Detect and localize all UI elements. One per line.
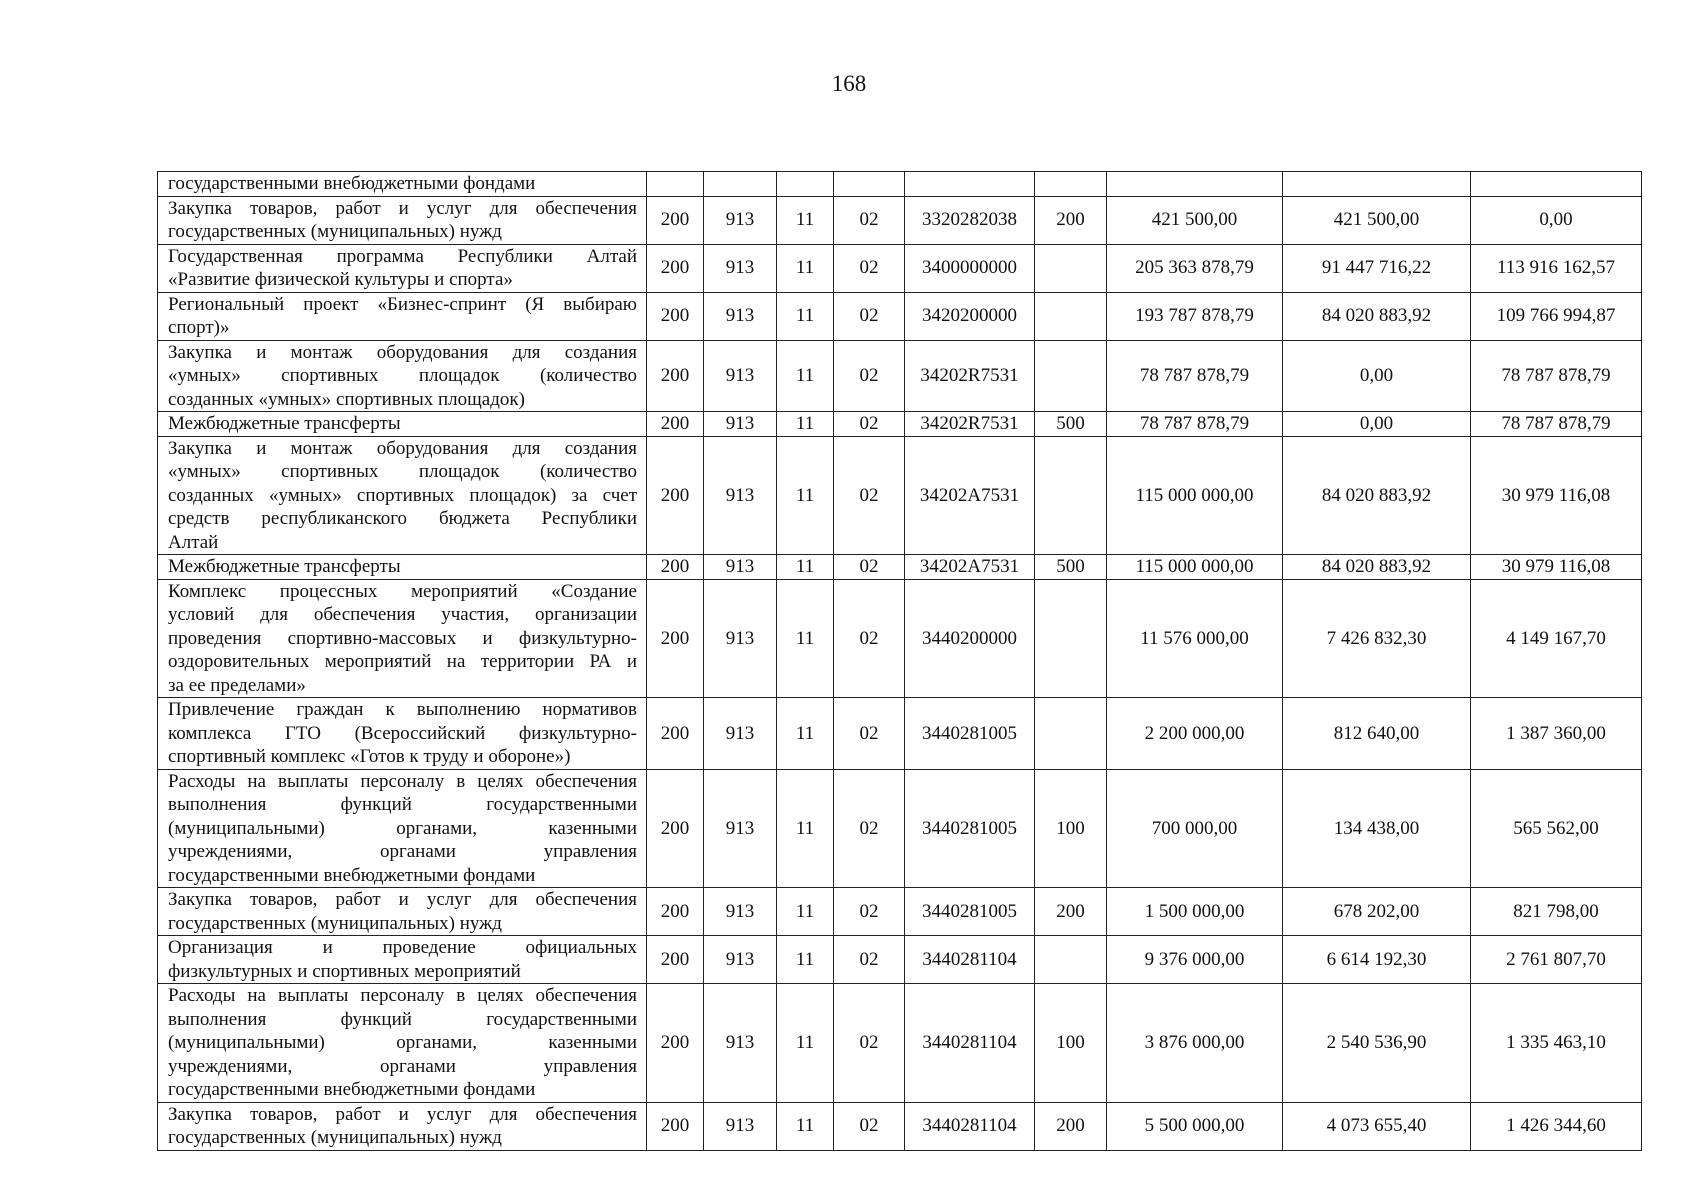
department-code-cell: 913	[704, 888, 777, 936]
description-line: «Развитие физической культуры и спорта»	[168, 269, 513, 290]
department-code-cell: 913	[704, 555, 777, 580]
description-line: средств республиканского бюджета Республики	[168, 508, 637, 529]
executed-amount-cell: 7 426 832,30	[1283, 579, 1471, 698]
remainder-amount-cell: 1 387 360,00	[1471, 698, 1642, 770]
subsection-cell: 02	[834, 936, 905, 984]
description-cell	[158, 698, 647, 770]
description-line: спорт)»	[168, 317, 230, 338]
remainder-amount-cell: 1 426 344,60	[1471, 1102, 1642, 1150]
section-cell: 11	[777, 436, 834, 555]
table-row	[158, 579, 1642, 698]
expense-type-cell	[1035, 244, 1107, 292]
description-cell	[158, 936, 647, 984]
subsection-cell: 02	[834, 888, 905, 936]
expense-type-cell: 500	[1035, 412, 1107, 437]
target-article-cell: 3320282038	[905, 196, 1035, 244]
budget-table	[157, 171, 1642, 1151]
remainder-amount-cell: 565 562,00	[1471, 769, 1642, 888]
target-article-cell	[905, 172, 1035, 197]
description-line: государственных (муниципальных) нужд	[168, 221, 502, 242]
description-line: Расходы на выплаты персоналу в целях обеспечения	[168, 770, 637, 792]
expense-type-cell: 200	[1035, 888, 1107, 936]
description-line: проведения спортивно-массовых и физкультурно-	[168, 627, 637, 649]
description-line: (муниципальными) органами, казенными	[168, 1032, 637, 1053]
section-cell: 11	[777, 412, 834, 437]
remainder-amount-cell: 30 979 116,08	[1471, 436, 1642, 555]
section-cell: 11	[777, 196, 834, 244]
description-line: за ее пределами»	[168, 674, 306, 696]
executed-amount-cell: 4 073 655,40	[1283, 1102, 1471, 1150]
target-article-cell: 3440281005	[905, 698, 1035, 770]
target-article-cell: 34202R7531	[905, 412, 1035, 437]
remainder-amount-cell: 78 787 878,79	[1471, 412, 1642, 437]
remainder-amount-cell: 0,00	[1471, 196, 1642, 244]
target-article-cell: 34202A7531	[905, 436, 1035, 555]
table-row	[158, 888, 1642, 936]
description-line: комплекса ГТО (Всероссийский физкультурно-	[168, 722, 637, 744]
section-cell: 11	[777, 244, 834, 292]
subsection-cell: 02	[834, 579, 905, 698]
description-cell	[158, 555, 647, 580]
table-row	[158, 698, 1642, 770]
table-row	[158, 555, 1642, 580]
ministry-code-cell: 200	[647, 579, 704, 698]
description-line: созданных «умных» спортивных площадок) за счет	[168, 484, 637, 506]
description-cell	[158, 244, 647, 292]
executed-amount-cell: 0,00	[1283, 340, 1471, 412]
subsection-cell: 02	[834, 292, 905, 340]
target-article-cell: 3440281005	[905, 888, 1035, 936]
department-code-cell: 913	[704, 196, 777, 244]
department-code-cell: 913	[704, 292, 777, 340]
description-cell	[158, 1102, 647, 1150]
plan-amount-cell	[1107, 172, 1283, 197]
expense-type-cell: 200	[1035, 196, 1107, 244]
description-line: Закупка товаров, работ и услуг для обеспечения	[168, 1103, 637, 1125]
description-line: государственными внебюджетными фондами	[168, 1079, 536, 1100]
department-code-cell: 913	[704, 769, 777, 888]
target-article-cell: 3420200000	[905, 292, 1035, 340]
description-line: Расходы на выплаты персоналу в целях обеспечения	[168, 985, 637, 1006]
table-row	[158, 769, 1642, 888]
description-line: Закупка товаров, работ и услуг для обеспечения	[168, 197, 637, 219]
department-code-cell	[704, 172, 777, 197]
plan-amount-cell: 205 363 878,79	[1107, 244, 1283, 292]
expense-type-cell: 500	[1035, 555, 1107, 580]
department-code-cell: 913	[704, 984, 777, 1103]
department-code-cell: 913	[704, 340, 777, 412]
description-line: «умных» спортивных площадок (количество	[168, 365, 637, 386]
description-line: Комплекс процессных мероприятий «Создание	[168, 580, 637, 602]
section-cell: 11	[777, 769, 834, 888]
expense-type-cell: 100	[1035, 984, 1107, 1103]
department-code-cell: 913	[704, 1102, 777, 1150]
table-row	[158, 244, 1642, 292]
executed-amount-cell: 84 020 883,92	[1283, 292, 1471, 340]
plan-amount-cell: 193 787 878,79	[1107, 292, 1283, 340]
description-line: учреждениями, органами управления	[168, 1055, 637, 1077]
department-code-cell: 913	[704, 436, 777, 555]
table-row	[158, 172, 1642, 197]
table-row	[158, 292, 1642, 340]
expense-type-cell	[1035, 579, 1107, 698]
department-code-cell: 913	[704, 936, 777, 984]
plan-amount-cell: 11 576 000,00	[1107, 579, 1283, 698]
remainder-amount-cell: 821 798,00	[1471, 888, 1642, 936]
description-line: Закупка товаров, работ и услуг для обеспечения	[168, 889, 637, 910]
expense-type-cell	[1035, 936, 1107, 984]
subsection-cell: 02	[834, 1102, 905, 1150]
subsection-cell: 02	[834, 412, 905, 437]
target-article-cell: 3400000000	[905, 244, 1035, 292]
description-line: созданных «умных» спортивных площадок)	[168, 388, 525, 410]
remainder-amount-cell: 109 766 994,87	[1471, 292, 1642, 340]
description-line: условий для обеспечения участия, организации	[168, 604, 637, 625]
table-row	[158, 412, 1642, 437]
target-article-cell: 3440281104	[905, 984, 1035, 1103]
remainder-amount-cell: 113 916 162,57	[1471, 244, 1642, 292]
expense-type-cell	[1035, 292, 1107, 340]
executed-amount-cell: 812 640,00	[1283, 698, 1471, 770]
section-cell: 11	[777, 555, 834, 580]
description-line: спортивный комплекс «Готов к труду и обороне»)	[168, 746, 571, 767]
expense-type-cell	[1035, 172, 1107, 197]
section-cell: 11	[777, 340, 834, 412]
ministry-code-cell: 200	[647, 984, 704, 1103]
plan-amount-cell: 700 000,00	[1107, 769, 1283, 888]
section-cell: 11	[777, 984, 834, 1103]
remainder-amount-cell: 30 979 116,08	[1471, 555, 1642, 580]
description-line: государственными внебюджетными фондами	[168, 173, 536, 194]
target-article-cell: 3440281104	[905, 1102, 1035, 1150]
description-line: Государственная программа Республики Алтай	[168, 245, 637, 267]
remainder-amount-cell: 1 335 463,10	[1471, 984, 1642, 1103]
description-line: учреждениями, органами управления	[168, 841, 637, 862]
ministry-code-cell: 200	[647, 340, 704, 412]
section-cell: 11	[777, 888, 834, 936]
description-cell	[158, 340, 647, 412]
expense-type-cell	[1035, 340, 1107, 412]
target-article-cell: 3440281005	[905, 769, 1035, 888]
department-code-cell: 913	[704, 244, 777, 292]
executed-amount-cell: 0,00	[1283, 412, 1471, 437]
description-line: Организация и проведение официальных	[168, 937, 637, 958]
description-cell	[158, 196, 647, 244]
description-line: выполнения функций государственными	[168, 794, 637, 815]
expense-type-cell: 200	[1035, 1102, 1107, 1150]
remainder-amount-cell	[1471, 172, 1642, 197]
plan-amount-cell: 78 787 878,79	[1107, 340, 1283, 412]
expense-type-cell	[1035, 436, 1107, 555]
remainder-amount-cell: 4 149 167,70	[1471, 579, 1642, 698]
department-code-cell: 913	[704, 579, 777, 698]
description-cell	[158, 172, 647, 197]
ministry-code-cell: 200	[647, 1102, 704, 1150]
description-line: Межбюджетные трансферты	[168, 556, 401, 577]
subsection-cell: 02	[834, 436, 905, 555]
subsection-cell: 02	[834, 555, 905, 580]
section-cell: 11	[777, 1102, 834, 1150]
plan-amount-cell: 5 500 000,00	[1107, 1102, 1283, 1150]
ministry-code-cell: 200	[647, 436, 704, 555]
executed-amount-cell: 6 614 192,30	[1283, 936, 1471, 984]
executed-amount-cell: 678 202,00	[1283, 888, 1471, 936]
ministry-code-cell: 200	[647, 936, 704, 984]
plan-amount-cell: 9 376 000,00	[1107, 936, 1283, 984]
expense-type-cell: 100	[1035, 769, 1107, 888]
description-cell	[158, 769, 647, 888]
subsection-cell: 02	[834, 769, 905, 888]
remainder-amount-cell: 2 761 807,70	[1471, 936, 1642, 984]
description-cell	[158, 412, 647, 437]
ministry-code-cell: 200	[647, 698, 704, 770]
ministry-code-cell	[647, 172, 704, 197]
plan-amount-cell: 115 000 000,00	[1107, 436, 1283, 555]
section-cell: 11	[777, 698, 834, 770]
subsection-cell: 02	[834, 698, 905, 770]
plan-amount-cell: 2 200 000,00	[1107, 698, 1283, 770]
description-cell	[158, 888, 647, 936]
expense-type-cell	[1035, 698, 1107, 770]
section-cell: 11	[777, 292, 834, 340]
section-cell: 11	[777, 936, 834, 984]
table-row	[158, 340, 1642, 412]
plan-amount-cell: 1 500 000,00	[1107, 888, 1283, 936]
plan-amount-cell: 3 876 000,00	[1107, 984, 1283, 1103]
ministry-code-cell: 200	[647, 196, 704, 244]
description-line: «умных» спортивных площадок (количество	[168, 461, 637, 482]
description-line: государственными внебюджетными фондами	[168, 864, 536, 886]
executed-amount-cell: 91 447 716,22	[1283, 244, 1471, 292]
subsection-cell: 02	[834, 244, 905, 292]
target-article-cell: 34202A7531	[905, 555, 1035, 580]
description-line: государственных (муниципальных) нужд	[168, 912, 502, 934]
description-line: Закупка и монтаж оборудования для создания	[168, 341, 637, 363]
description-line: Закупка и монтаж оборудования для создания	[168, 437, 637, 459]
subsection-cell: 02	[834, 196, 905, 244]
executed-amount-cell: 84 020 883,92	[1283, 436, 1471, 555]
executed-amount-cell: 421 500,00	[1283, 196, 1471, 244]
ministry-code-cell: 200	[647, 292, 704, 340]
executed-amount-cell: 134 438,00	[1283, 769, 1471, 888]
ministry-code-cell: 200	[647, 244, 704, 292]
description-line: Привлечение граждан к выполнению нормативов	[168, 699, 637, 720]
executed-amount-cell: 84 020 883,92	[1283, 555, 1471, 580]
table-row	[158, 196, 1642, 244]
description-cell	[158, 292, 647, 340]
description-line: оздоровительных мероприятий на территории РА и	[168, 651, 637, 672]
executed-amount-cell	[1283, 172, 1471, 197]
description-line: (муниципальными) органами, казенными	[168, 817, 637, 839]
ministry-code-cell: 200	[647, 555, 704, 580]
description-line: выполнения функций государственными	[168, 1008, 637, 1030]
page-number: 168	[831, 71, 867, 96]
description-cell	[158, 579, 647, 698]
target-article-cell: 34202R7531	[905, 340, 1035, 412]
table-row	[158, 1102, 1642, 1150]
subsection-cell: 02	[834, 340, 905, 412]
executed-amount-cell: 2 540 536,90	[1283, 984, 1471, 1103]
subsection-cell	[834, 172, 905, 197]
remainder-amount-cell: 78 787 878,79	[1471, 340, 1642, 412]
ministry-code-cell: 200	[647, 888, 704, 936]
table-row	[158, 436, 1642, 555]
target-article-cell: 3440200000	[905, 579, 1035, 698]
description-cell	[158, 984, 647, 1103]
table-body	[158, 172, 1642, 1151]
ministry-code-cell: 200	[647, 769, 704, 888]
target-article-cell: 3440281104	[905, 936, 1035, 984]
section-cell	[777, 172, 834, 197]
table-row	[158, 984, 1642, 1103]
description-line: государственных (муниципальных) нужд	[168, 1127, 502, 1148]
plan-amount-cell: 78 787 878,79	[1107, 412, 1283, 437]
ministry-code-cell: 200	[647, 412, 704, 437]
subsection-cell: 02	[834, 984, 905, 1103]
department-code-cell: 913	[704, 698, 777, 770]
section-cell: 11	[777, 579, 834, 698]
table-row	[158, 936, 1642, 984]
plan-amount-cell: 115 000 000,00	[1107, 555, 1283, 580]
plan-amount-cell: 421 500,00	[1107, 196, 1283, 244]
description-line: физкультурных и спортивных мероприятий	[168, 960, 521, 982]
department-code-cell: 913	[704, 412, 777, 437]
description-line: Межбюджетные трансферты	[168, 413, 401, 434]
description-cell	[158, 436, 647, 555]
description-line: Алтай	[168, 531, 219, 553]
description-line: Региональный проект «Бизнес-спринт (Я выбираю	[168, 293, 637, 315]
